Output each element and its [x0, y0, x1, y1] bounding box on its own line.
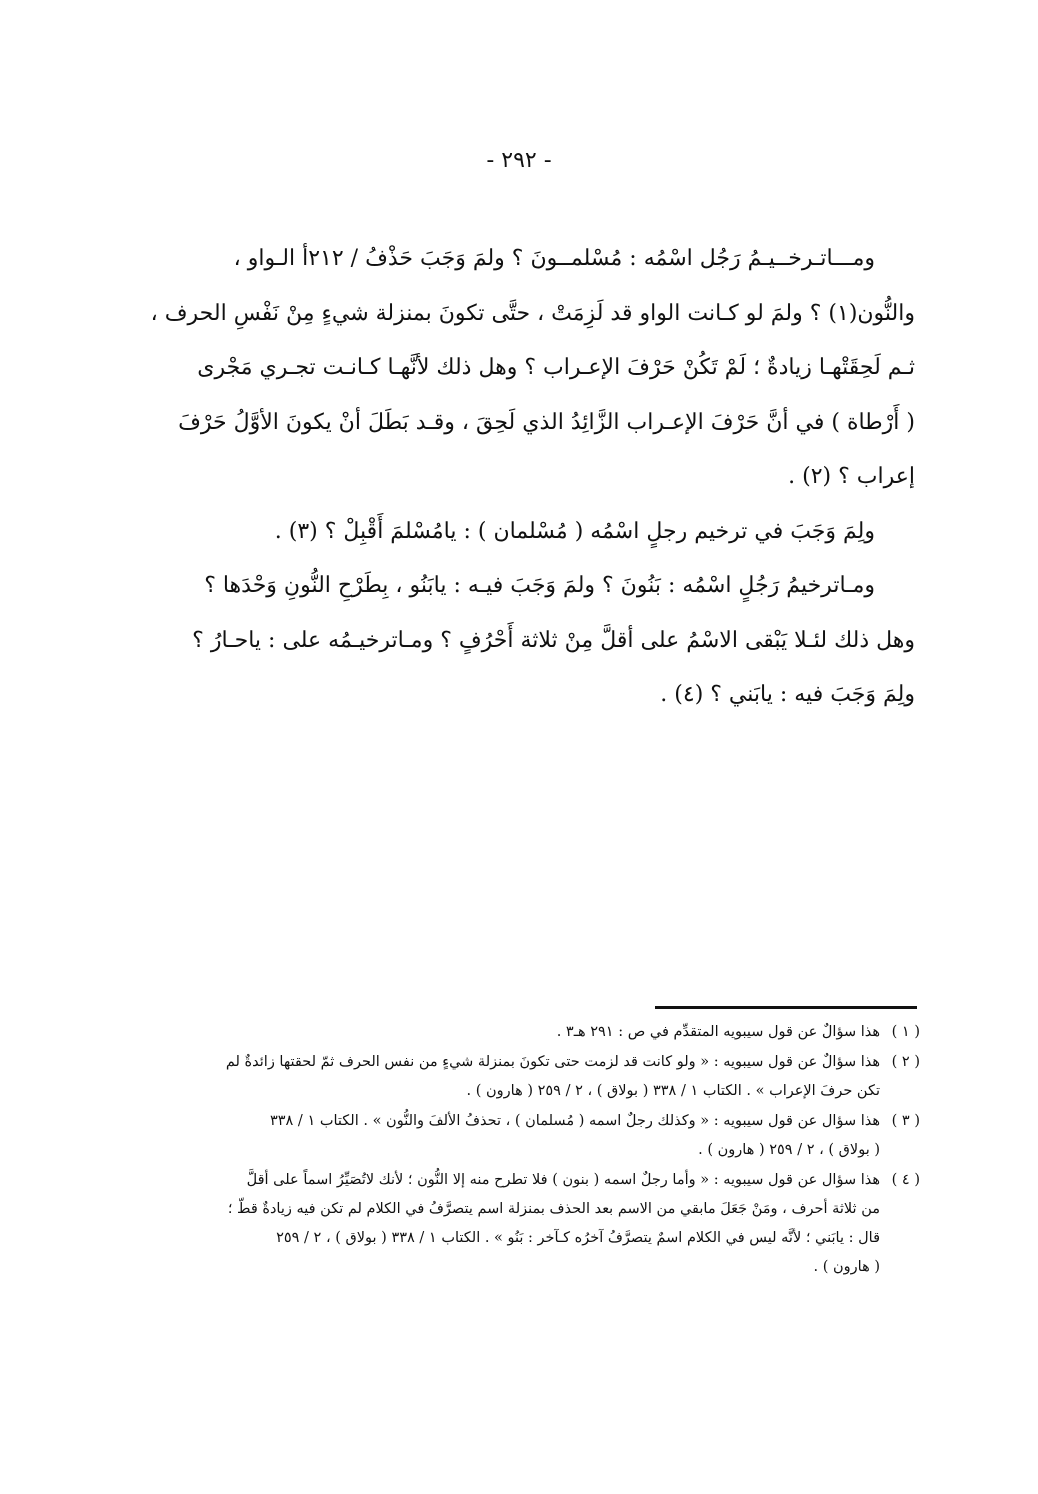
text-line: إعراب ؟ (٢) . [788, 464, 915, 489]
footnote-marker: ( ٢ ) [891, 1054, 920, 1070]
text-line: والنُّون(١) ؟ ولمَ لو كـانت الواو قد لَزِمَتْ ، حتَّى تكونَ بمنزلة شيءٍ مِنْ نَفْسِ الحرف ، [150, 300, 915, 326]
text-line: ثـم لَحِقَتْهـا زيادةٌ ؛ لَمْ تَكُنْ حَرْفَ الإعـراب ؟ وهل ذلك لأنَّهـا كـانـت تجـري مَجْرى [197, 355, 915, 380]
footnote-line: تكن حرفَ الإعراب » . الكتاب ١ / ٣٣٨ ( بولاق ) ، ٢ / ٢٥٩ ( هارون ) . [466, 1083, 880, 1099]
footnote-marker: ( ١ ) [891, 1024, 920, 1040]
text-line: وهل ذلك لئـلا يَبْقى الاسْمُ على أقلَّ مِنْ ثلاثة أَحْرُفٍ ؟ ومـاترخيـمُه على : ياحـارُ ؟ [192, 627, 915, 653]
footnote-line: هذا سؤالٌ عن قول سيبويه : « ولو كانت قد لزمت حتى تكونَ بمنزلة شيءٍ من نفس الحرف ثمّ لحقتها زائدةٌ لم [225, 1054, 880, 1070]
paragraph [150, 559, 915, 723]
text-line: ولِمَ وَجَبَ في ترخيم رجلٍ اسْمُه ( مُسْلمان ) : يامُسْلمَ أَقْبِلْ ؟ (٣) . [274, 518, 875, 544]
main-text [150, 232, 915, 723]
footnotes [142, 1018, 920, 1283]
footnote-1 [142, 1018, 920, 1047]
text-line: ( أَرْطاة ) في أنَّ حَرْفَ الإعـراب الزَّائِدُ الذي لَحِقَ ، وقـد بَطَلَ أنْ يكونَ الأوَّلُ حَرْفَ [178, 409, 915, 435]
footnote-text [142, 1048, 880, 1106]
footnote-separator [655, 1006, 917, 1009]
footnote-text [142, 1018, 880, 1047]
footnote-text [142, 1166, 880, 1282]
footnote-4 [142, 1166, 920, 1282]
footnote-line: ( بولاق ) ، ٢ / ٢٥٩ ( هارون ) . [698, 1142, 880, 1158]
page-number: - ٢٩٢ - [486, 148, 552, 173]
text-line: ولِمَ وَجَبَ فيه : يابَني ؟ (٤) . [660, 682, 915, 707]
footnote-line: هذا سؤال عن قول سيبويه : « وكذلك رجلٌ اسمه ( مُسلمان ) ، تحذفُ الألفَ والنُّون » . الكتاب ١ / ٣٣٨ [269, 1113, 880, 1129]
footnote-line: ( هارون ) . [813, 1259, 880, 1275]
footnote-3 [142, 1107, 920, 1165]
footnote-line: هذا سؤالٌ عن قول سيبويه المتقدِّم في ص : ٢٩١ هـ٣ . [556, 1024, 880, 1040]
text-line: ومـاترخيمُ رَجُلٍ اسْمُه : بَنُونَ ؟ ولمَ وَجَبَ فيـه : يابَنُو ، بِطَرْحِ النُّونِ وَحْدَها ؟ [204, 573, 875, 598]
footnote-line: هذا سؤال عن قول سيبويه : « وأما رجلٌ اسمه ( بنون ) فلا تطرح منه إلا النُّون ؛ لأنك لاتُصَيِّرُ اسماً على أقلَّ [246, 1172, 880, 1188]
text-line: ومـــاتـرخــيـمُ رَجُل اسْمُه : مُسْلمــونَ ؟ ولمَ وَجَبَ حَذْفُ / ٢١٢أ الـواو ، [233, 246, 875, 271]
footnote-line: قال : يابَني ؛ لأنَّه ليس في الكلام اسمٌ يتصرَّفُ آخرُه كـآخر : بَنُو » . الكتاب ١ / ٣٣٨ ( بولاق ) ، ٢ / ٢٥٩ [276, 1230, 880, 1246]
footnote-2 [142, 1048, 920, 1106]
footnote-text [142, 1107, 880, 1165]
paragraph [150, 505, 915, 560]
footnote-marker: ( ٤ ) [891, 1172, 920, 1188]
footnote-line: من ثلاثة أحرف ، ومَنْ جَعَلَ مابقي من الاسم بعد الحذف بمنزلة اسم يتصرَّفُ في الكلام لم تكن فيه زيادةٌ قطّ ؛ [227, 1201, 880, 1217]
footnote-marker: ( ٣ ) [891, 1113, 920, 1129]
paragraph [150, 232, 915, 505]
